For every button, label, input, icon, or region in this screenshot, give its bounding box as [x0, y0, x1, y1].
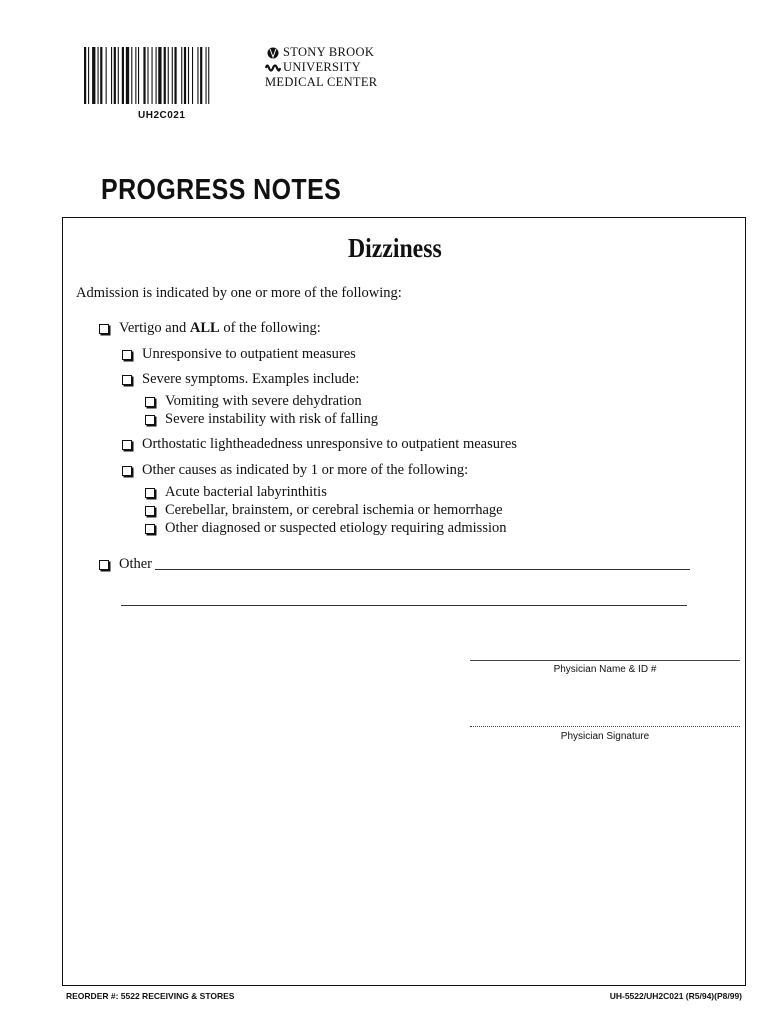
- instability-label: Severe instability with risk of falling: [165, 411, 379, 427]
- orthostatic-label: Orthostatic lightheadedness unresponsive to outpatient measures: [142, 436, 517, 452]
- severe-label: Severe symptoms. Examples include:: [142, 371, 360, 387]
- other-causes-label: Other causes as indicated by 1 or more of the following:: [142, 462, 469, 478]
- form-heading: Dizziness: [348, 233, 442, 263]
- page-title: PROGRESS NOTES: [101, 174, 342, 206]
- physician-name-line[interactable]: [470, 660, 740, 661]
- form-bottom-rule: [62, 985, 746, 986]
- checkbox-item-cerebellar[interactable]: [145, 502, 503, 519]
- checkbox-item-vertigo[interactable]: [99, 320, 321, 337]
- institution-line-2: UNIVERSITY: [283, 60, 361, 74]
- logo-mark-icon: [265, 47, 281, 59]
- checkbox-item-other-causes[interactable]: [122, 462, 468, 479]
- institution-logo: [265, 45, 425, 90]
- checkbox-vertigo[interactable]: [99, 324, 109, 334]
- checkbox-unresponsive[interactable]: [122, 350, 132, 360]
- other-label: Other: [119, 556, 153, 572]
- checkbox-severe[interactable]: [122, 375, 132, 385]
- checkbox-labyrinthitis[interactable]: [145, 488, 155, 498]
- footer-reorder: REORDER #: 5522 RECEIVING & STORES: [66, 991, 235, 1001]
- checkbox-item-other[interactable]: [99, 556, 152, 573]
- checkbox-other-causes[interactable]: [122, 466, 132, 476]
- checkbox-etiology[interactable]: [145, 524, 155, 534]
- footer-form-code: UH-5522/UH2C021 (R5/94)(P8/99): [609, 991, 742, 1001]
- checkbox-item-vomiting[interactable]: [145, 393, 362, 410]
- checkbox-instability[interactable]: [145, 415, 155, 425]
- labyrinthitis-label: Acute bacterial labyrinthitis: [165, 484, 327, 500]
- institution-line-1: STONY BROOK: [283, 45, 375, 59]
- checkbox-item-labyrinthitis[interactable]: [145, 484, 327, 501]
- checkbox-vomiting[interactable]: [145, 397, 155, 407]
- physician-name-label: Physician Name & ID #: [553, 664, 657, 675]
- checkbox-item-orthostatic[interactable]: [122, 436, 517, 453]
- checkbox-item-instability[interactable]: [145, 411, 378, 428]
- barcode: [84, 47, 252, 104]
- form-intro: Admission is indicated by one or more of the following:: [76, 285, 402, 301]
- checkbox-item-severe[interactable]: [122, 371, 359, 388]
- cerebellar-label: Cerebellar, brainstem, or cerebral ischemia or hemorrhage: [165, 502, 503, 518]
- checkbox-other[interactable]: [99, 560, 109, 570]
- etiology-label: Other diagnosed or suspected etiology requiring admission: [165, 520, 507, 536]
- checkbox-cerebellar[interactable]: [145, 506, 155, 516]
- physician-signature-line[interactable]: [470, 726, 740, 727]
- vomiting-label: Vomiting with severe dehydration: [165, 393, 362, 409]
- logo-wave-icon: [265, 62, 281, 74]
- checkbox-item-etiology[interactable]: [145, 520, 507, 537]
- checkbox-orthostatic[interactable]: [122, 440, 132, 450]
- vertigo-label: Vertigo and ALL of the following:: [119, 320, 321, 336]
- unresponsive-label: Unresponsive to outpatient measures: [142, 346, 356, 362]
- barcode-code: UH2C021: [138, 110, 186, 121]
- physician-signature-label: Physician Signature: [560, 731, 650, 742]
- checkbox-item-unresponsive[interactable]: [122, 346, 356, 363]
- other-input-line-1[interactable]: [155, 569, 690, 570]
- institution-line-3: MEDICAL CENTER: [265, 75, 378, 89]
- other-input-line-2[interactable]: [121, 605, 687, 606]
